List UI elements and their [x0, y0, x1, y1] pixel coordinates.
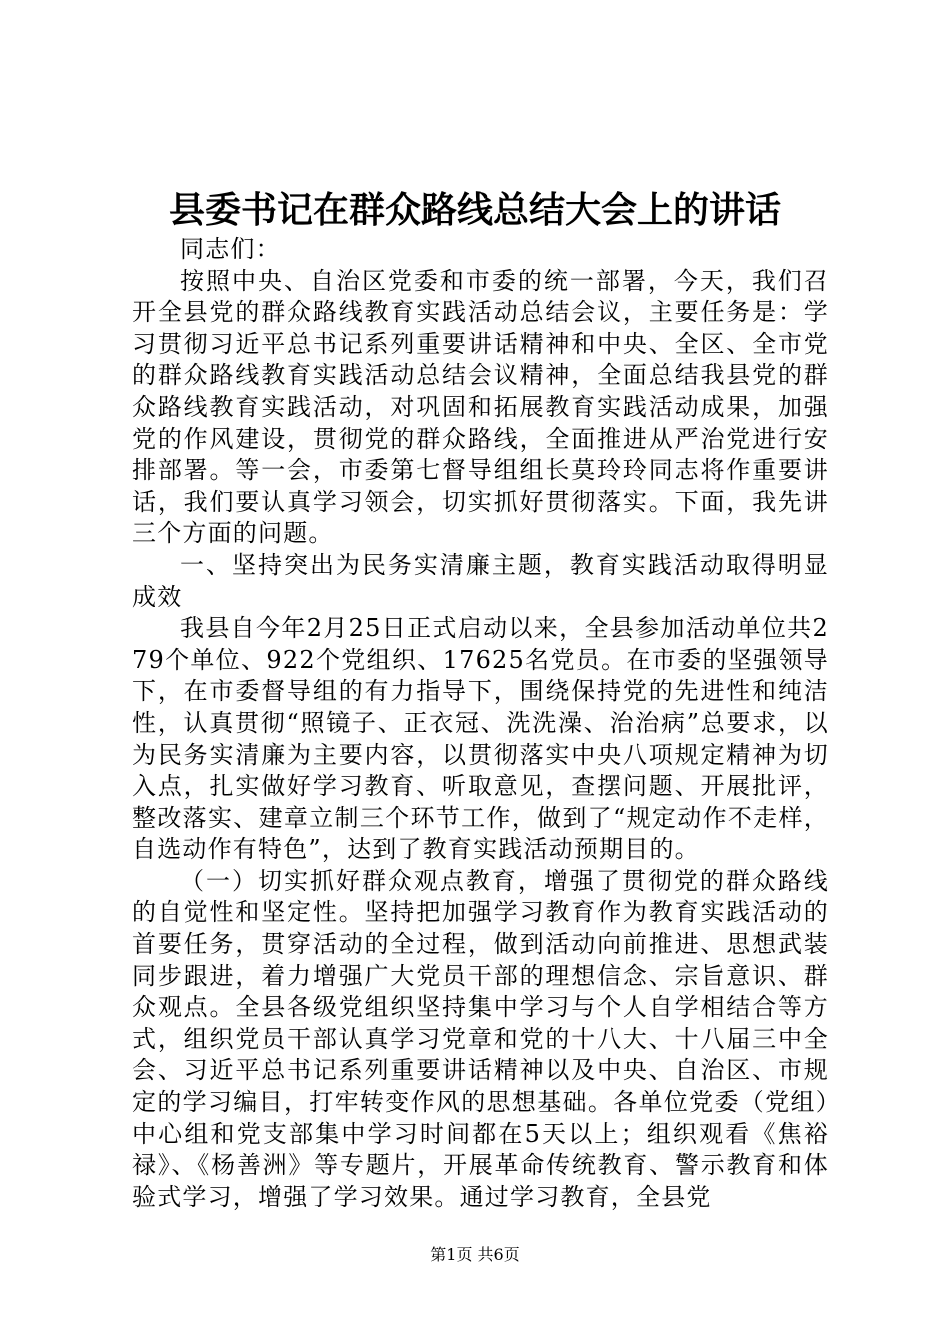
section-heading-1: 一、坚持突出为民务实清廉主题，教育实践活动取得明显成效 — [132, 550, 829, 611]
salutation-paragraph: 同志们： — [180, 235, 281, 263]
document-title: 县委书记在群众路线总结大会上的讲话 — [168, 189, 781, 231]
document-body — [132, 234, 829, 1213]
subsection-paragraph-1: （一）切实抓好群众观点教育，增强了贯彻党的群众路线的自觉性和坚定性。坚持把加强学习教育作为教育实践活动的首要任务，贯穿活动的全过程，做到活动向前推进、思想武装同步跟进，着力增强广大党员干部的理想信念、宗旨意识、群众观点。全县各级党组织坚持集中学习与个人自学相结合等方式，组织党员干部认真学习党章和党的十八大、十八届三中全会、习近平总书记系列重要讲话精神以及中央、自治区、市规定的学习编目，打牢转变作风的思想基础。各单位党委（党组）中心组和党支部集中学习时间都在5天以上；组织观看《焦裕禄》、《杨善洲》等专题片，开展革命传统教育、警示教育和体验式学习，增强了学习效果。通过学习教育，全县党 — [132, 866, 829, 1211]
intro-paragraph: 按照中央、自治区党委和市委的统一部署，今天，我们召开全县党的群众路线教育实践活动总结会议，主要任务是：学习贯彻习近平总书记系列重要讲话精神和中央、全区、全市党的群众路线教育实践活动总结会议精神，全面总结我县党的群众路线教育实践活动，对巩固和拓展教育实践活动成果，加强党的作风建设，贯彻党的群众路线，全面推进从严治党进行安排部署。等一会，市委第七督导组组长莫玲玲同志将作重要讲话，我们要认真学习领会，切实抓好贯彻落实。下面，我先讲三个方面的问题。 — [132, 266, 829, 548]
body-paragraph: 我县自今年2月25日正式启动以来，全县参加活动单位共279个单位、922个党组织、17625名党员。在市委的坚强领导下，在市委督导组的有力指导下，围绕保持党的先进性和纯洁性，认真贯彻“照镜子、正衣冠、洗洗澡、治治病”总要求，以为民务实清廉为主要内容，以贯彻落实中央八项规定精神为切入点，扎实做好学习教育、听取意见，查摆问题、开展批评，整改落实、建章立制三个环节工作，做到了“规定动作不走样，自选动作有特色”，达到了教育实践活动预期目的。 — [132, 614, 829, 864]
page-footer: 第1页 共6页 — [430, 1245, 520, 1264]
